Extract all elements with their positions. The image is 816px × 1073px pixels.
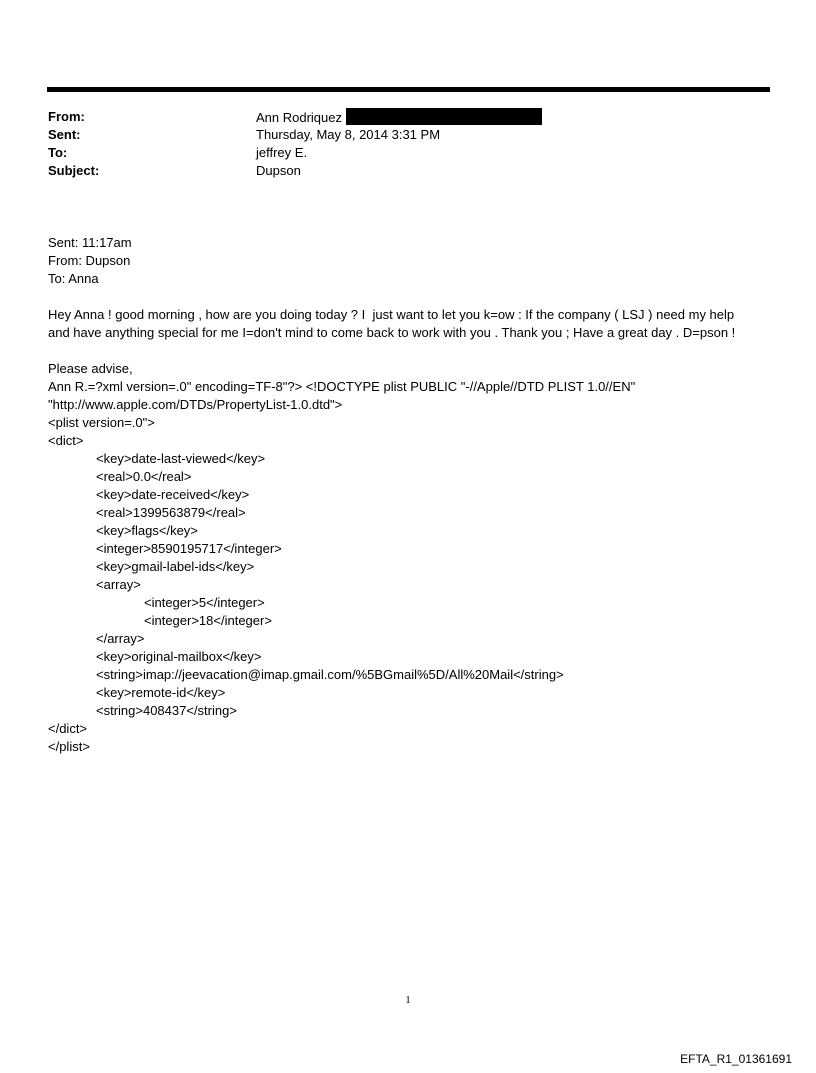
array-close: </array>	[96, 631, 145, 646]
array-item: <integer>5</integer>	[144, 595, 265, 610]
header-rule	[47, 87, 770, 92]
message-line-2: and have anything special for me I=don't mind to come back to work with you . Thank you ; Have a great day . D=pson !	[48, 325, 736, 340]
plist-close: </plist>	[48, 739, 90, 754]
sent-value: Thursday, May 8, 2014 3:31 PM	[256, 127, 441, 142]
forward-to: To: Anna	[48, 271, 99, 286]
array-open: <array>	[96, 577, 141, 592]
plist-key: <key>date-received</key>	[96, 487, 250, 502]
plist-key: <key>remote-id</key>	[96, 685, 226, 700]
advise-line: Please advise,	[48, 361, 133, 376]
dtd-line: "http://www.apple.com/DTDs/PropertyList-1.0.dtd">	[48, 397, 343, 412]
subject-value: Dupson	[256, 163, 301, 178]
plist-value: <integer>8590195717</integer>	[96, 541, 282, 556]
plist-key: <key>original-mailbox</key>	[96, 649, 262, 664]
from-name: Ann Rodriquez	[256, 110, 342, 125]
redaction-bar	[346, 108, 542, 125]
from-value	[256, 108, 542, 127]
plist-key: <key>gmail-label-ids</key>	[96, 559, 255, 574]
dict-close: </dict>	[48, 721, 88, 736]
plist-key: <key>flags</key>	[96, 523, 198, 538]
plist-value: <real>0.0</real>	[96, 469, 192, 484]
sent-label: Sent:	[48, 127, 81, 142]
from-label: From:	[48, 109, 85, 124]
message-line-1: Hey Anna ! good morning , how are you doing today ? I just want to let you k=ow : If the company ( LSJ ) need my help	[48, 307, 735, 322]
to-value: jeffrey E.	[256, 145, 308, 160]
signature-line: Ann R.=?xml version=.0" encoding=TF-8"?> <!DOCTYPE plist PUBLIC "-//Apple//DTD PLIST 1.0//EN"	[48, 379, 636, 394]
bates-number: EFTA_R1_01361691	[680, 1052, 792, 1066]
page-number: 1	[405, 994, 411, 1006]
array-item: <integer>18</integer>	[144, 613, 272, 628]
plist-value: <real>1399563879</real>	[96, 505, 246, 520]
plist-value: <string>408437</string>	[96, 703, 237, 718]
to-label: To:	[48, 145, 68, 160]
plist-value: <string>imap://jeevacation@imap.gmail.com/%5BGmail%5D/All%20Mail</string>	[96, 667, 564, 682]
dict-open: <dict>	[48, 433, 84, 448]
plist-open: <plist version=.0">	[48, 415, 155, 430]
forward-from: From: Dupson	[48, 253, 131, 268]
plist-key: <key>date-last-viewed</key>	[96, 451, 266, 466]
subject-label: Subject:	[48, 163, 100, 178]
forward-sent: Sent: 11:17am	[48, 235, 132, 250]
